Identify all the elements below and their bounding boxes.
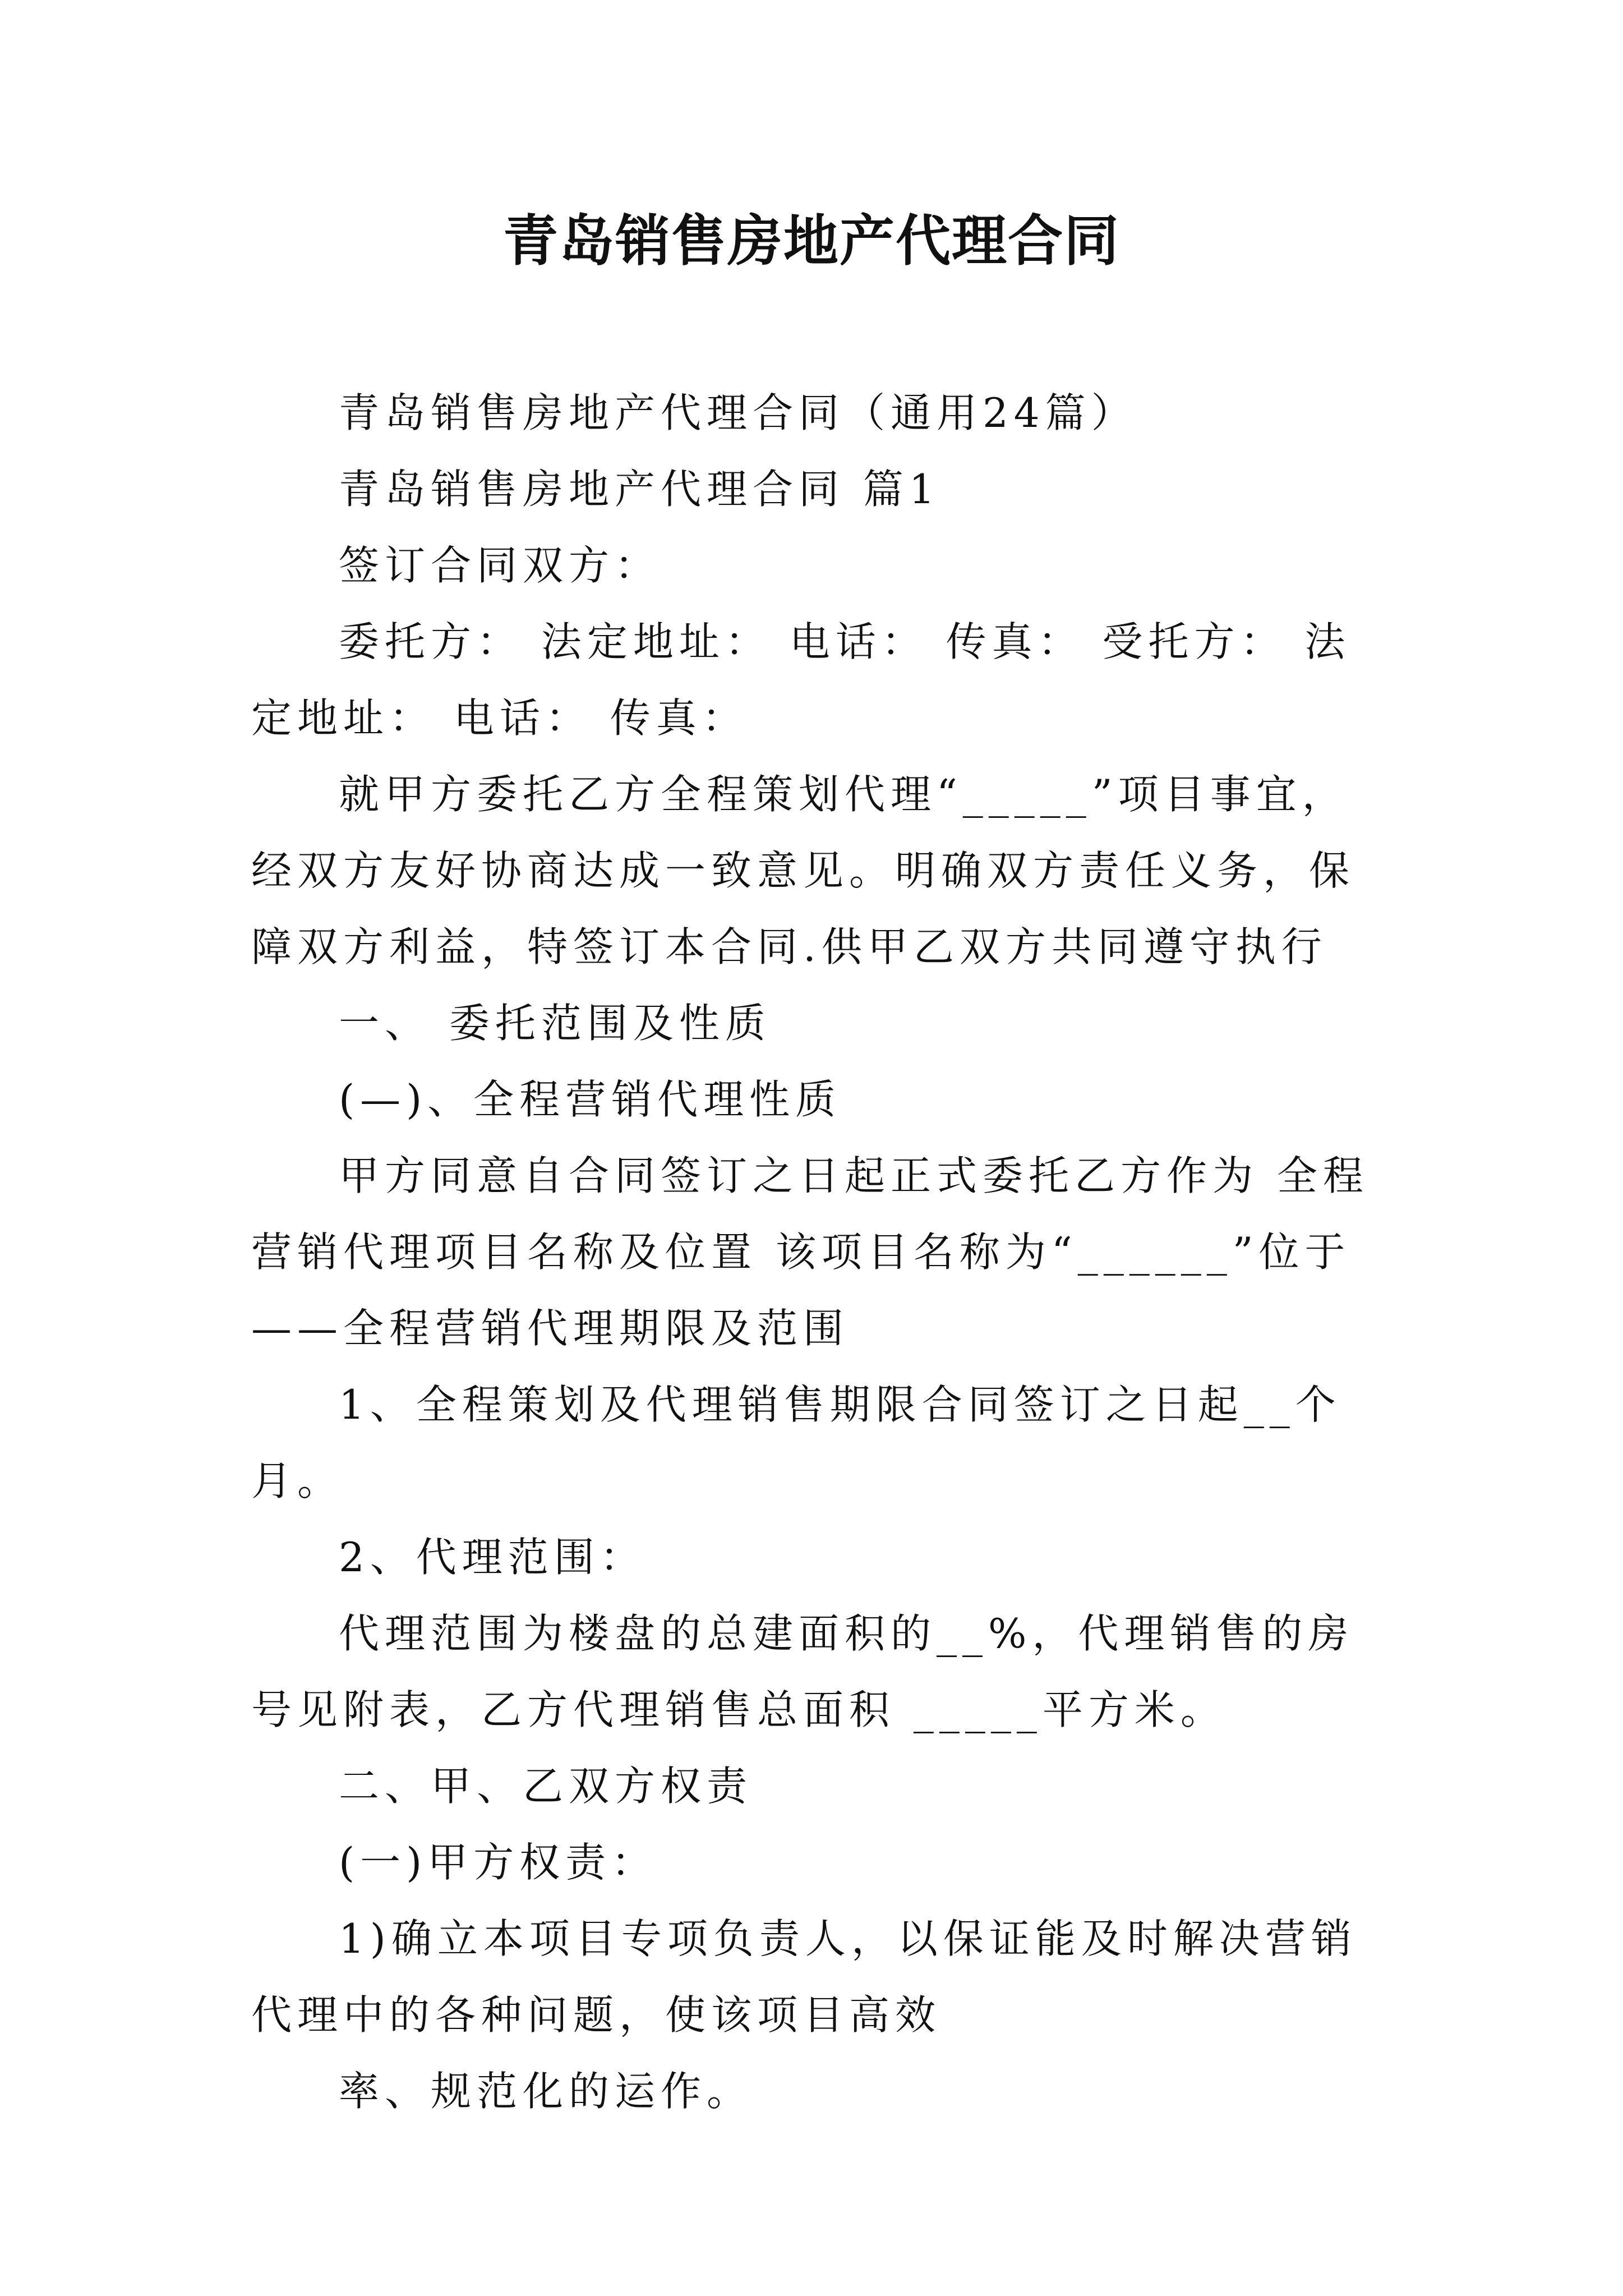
paragraph-section-heading: 青岛销售房地产代理合同 篇1: [339, 466, 940, 513]
paragraph-clause-heading-1: 一、 委托范围及性质: [339, 1000, 771, 1047]
paragraph-scope-label: 2、代理范围：: [339, 1534, 646, 1581]
document-body: [251, 375, 1378, 2129]
paragraph-parties-fields: 委托方： 法定地址： 电话： 传真： 受托方： 法定地址： 电话： 传真：: [251, 618, 1351, 742]
paragraph-duty-1-cont: 率、规范化的运作。: [339, 2068, 753, 2115]
paragraph-duty-1: 1)确立本项目专项负责人，以保证能及时解决营销代理中的各种问题，使该项目高效: [251, 1915, 1357, 2039]
paragraph-term: 1、全程策划及代理销售期限合同签订之日起__个月。: [251, 1381, 1341, 1504]
paragraph-subtitle: 青岛销售房地产代理合同（通用24篇）: [339, 389, 1137, 436]
paragraph-commission-text: 甲方同意自合同签订之日起正式委托乙方作为 全程营销代理项目名称及位置 该项目名称为“______”位于——全程营销代理期限及范围: [251, 1152, 1369, 1352]
paragraph-subclause-heading-1: (—)、全程营销代理性质: [339, 1076, 842, 1123]
document-title: 青岛销售房地产代理合同: [502, 209, 1120, 273]
paragraph-preamble: 就甲方委托乙方全程策划代理“_____”项目事宜，经双方友好协商达成一致意见。明确双方责任义务，保障双方利益，特签订本合同.供甲乙双方共同遵守执行: [251, 771, 1355, 970]
paragraph-clause-heading-2: 二、甲、乙双方权责: [339, 1763, 753, 1810]
paragraph-parties-label: 签订合同双方：: [339, 542, 661, 589]
paragraph-scope-text: 代理范围为楼盘的总建面积的__%，代理销售的房号见附表，乙方代理销售总面积 _____平方米。: [251, 1610, 1354, 1733]
paragraph-subclause-heading-2: (一)甲方权责：: [339, 1839, 658, 1886]
